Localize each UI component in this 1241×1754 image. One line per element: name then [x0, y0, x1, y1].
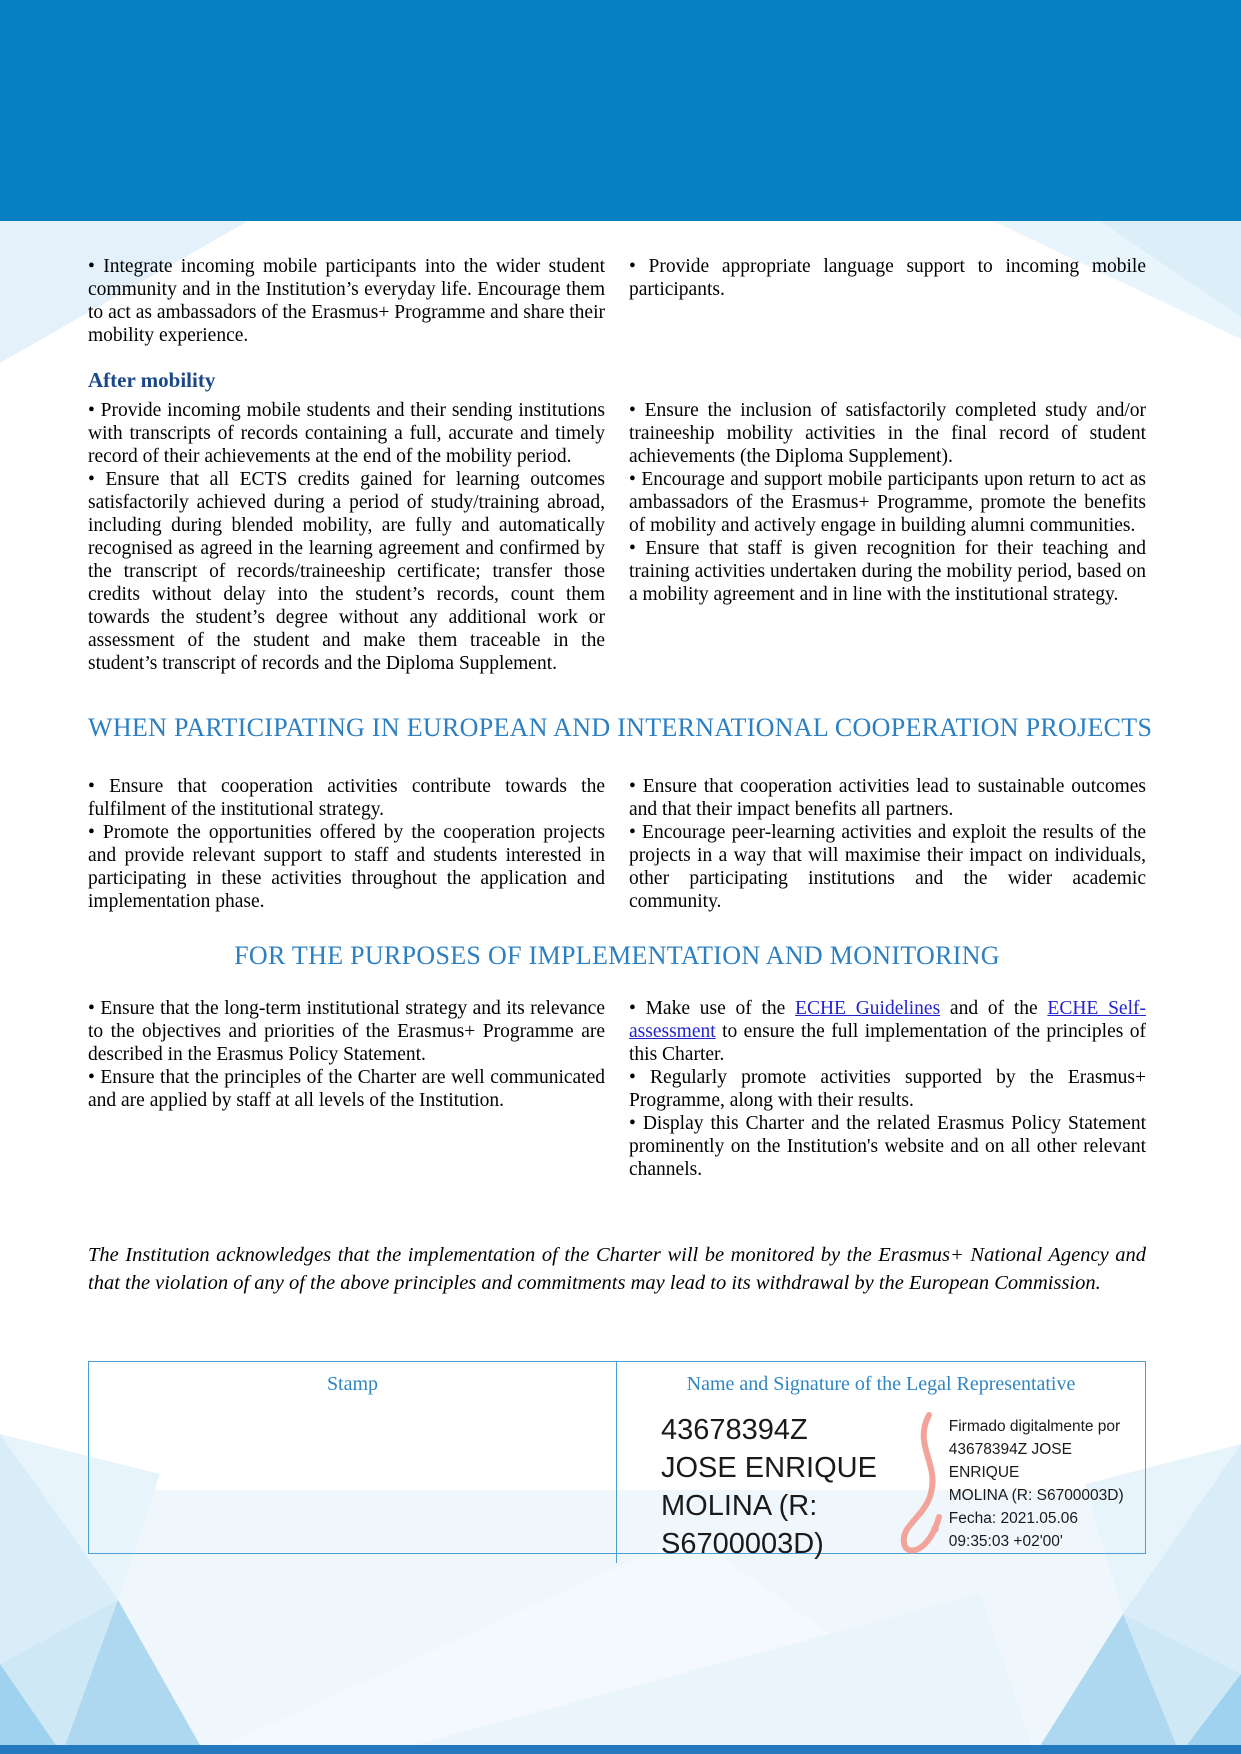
signature-detail-line: 09:35:03 +02'00' — [948, 1533, 1063, 1550]
bullet-ects-credits: • Ensure that all ECTS credits gained for learning outcomes satisfactorily achieved during a period of study/training abroad, including during blended mobility, are fully and automatically recognised as agreed in the learning agreement and confirmed by the transcript of records/traineeship certificate; transfer those credits without delay into the student’s records, count them towards the student’s degree without any additional work or assessment of the student and make them traceable in the student’s transcript of records and the Diploma Supplement. — [88, 468, 605, 675]
left-column — [88, 775, 605, 913]
legal-representative-column-header: Name and Signature of the Legal Representative — [686, 1373, 1076, 1395]
eche-guidelines-link[interactable]: ECHE Guidelines — [795, 998, 941, 1019]
implementation-monitoring-heading: FOR THE PURPOSES OF IMPLEMENTATION AND MONITORING — [234, 941, 1000, 970]
bullet-regularly-promote: • Regularly promote activities supported by the Erasmus+ Programme, along with their results. — [629, 1066, 1146, 1112]
bullet-cooperation-strategy: • Ensure that cooperation activities contribute towards the fulfilment of the institutional strategy. — [88, 775, 605, 821]
bullet-promote-opportunities: • Promote the opportunities offered by the cooperation projects and provide relevant support to staff and students interested in participating in these activities throughout the application and implementation phase. — [88, 821, 605, 913]
digital-signature-block — [617, 1397, 1145, 1563]
after-mobility-heading: After mobility — [88, 368, 216, 392]
bullet-peer-learning: • Encourage peer-learning activities and exploit the results of the projects in a way that will maximise their impact on individuals, other participating institutions and the wider academic community. — [629, 821, 1146, 913]
make-use-text-post: to ensure the full implementation of the principles of this Charter. — [629, 1021, 1146, 1065]
signature-detail-line: Fecha: 2021.05.06 — [948, 1510, 1079, 1527]
signature-details — [949, 1411, 1145, 1553]
after-mobility-columns — [88, 399, 1146, 675]
bullet-longterm-strategy: • Ensure that the long-term institutional strategy and its relevance to the objectives and priorities of the Erasmus+ Programme are described in the Erasmus Policy Statement. — [88, 997, 605, 1066]
make-use-text-mid: and of the — [940, 998, 1048, 1019]
footer-band — [0, 1745, 1241, 1754]
left-column — [88, 997, 605, 1112]
bullet-display-charter: • Display this Charter and the related Erasmus Policy Statement prominently on the Institution's website and on all other relevant channels. — [629, 1112, 1146, 1181]
mobility-top-columns — [88, 255, 1146, 347]
bullet-sustainable-outcomes: • Ensure that cooperation activities lead to sustainable outcomes and that their impact benefits all partners. — [629, 775, 1146, 821]
monitoring-acknowledgement: The Institution acknowledges that the implementation of the Charter will be monitored by the Erasmus+ National Agency and that the violation of any of the above principles and commitments may lead to its withdrawal by the European Commission. — [88, 1244, 1146, 1294]
stamp-cell — [89, 1362, 617, 1563]
legal-representative-cell — [617, 1362, 1145, 1563]
right-column — [629, 775, 1146, 913]
bullet-diploma-supplement: • Ensure the inclusion of satisfactorily completed study and/or traineeship mobility activities in the final record of student achievements (the Diploma Supplement). — [629, 399, 1146, 468]
left-column — [88, 255, 605, 347]
bullet-make-use-guidelines — [629, 997, 1146, 1066]
eche-self-assessment-link[interactable]: ECHE Self-assessment — [629, 998, 1146, 1042]
right-column — [629, 997, 1146, 1181]
implementation-columns — [88, 997, 1146, 1181]
adobe-acrobat-ribbon-icon — [895, 1411, 947, 1561]
bullet-staff-recognition: • Ensure that staff is given recognition for their teaching and training activities undertaken during the mobility period, based on a mobility agreement and in line with the institutional strategy. — [629, 537, 1146, 606]
cooperation-columns — [88, 775, 1146, 913]
signature-detail-line: MOLINA (R: S6700003D) — [948, 1487, 1124, 1504]
header-band — [0, 0, 1241, 221]
signature-detail-line: 43678394Z JOSE ENRIQUE — [948, 1441, 1072, 1481]
bullet-language-support: • Provide appropriate language support to incoming mobile participants. — [629, 255, 1146, 301]
signature-table — [88, 1361, 1146, 1560]
right-column — [629, 255, 1146, 301]
bullet-integrate-participants: • Integrate incoming mobile participants into the wider student community and in the Institution’s everyday life. Encourage them to act as ambassadors of the Erasmus+ Programme and share their mobility experience. — [88, 255, 605, 347]
signature-detail-line: Firmado digitalmente por — [948, 1418, 1121, 1435]
document-content — [88, 221, 1153, 1560]
bullet-charter-principles: • Ensure that the principles of the Charter are well communicated and are applied by staff at all levels of the Institution. — [88, 1066, 605, 1112]
bullet-transcripts: • Provide incoming mobile students and their sending institutions with transcripts of records containing a full, accurate and timely record of their achievements at the end of the mobility period. — [88, 399, 605, 468]
stamp-column-header: Stamp — [326, 1373, 379, 1395]
left-column — [88, 399, 605, 675]
bullet-alumni-communities: • Encourage and support mobile participants upon return to act as ambassadors of the Erasmus+ Programme, promote the benefits of mobility and actively engage in building alumni communities. — [629, 468, 1146, 537]
make-use-text-pre: Make use of the — [645, 998, 796, 1019]
cooperation-projects-heading: WHEN PARTICIPATING IN EUROPEAN AND INTERNATIONAL COOPERATION PROJECTS — [88, 713, 1153, 742]
right-column — [629, 399, 1146, 606]
signer-name: 43678394Z JOSE ENRIQUE MOLINA (R: S6700003D) — [661, 1414, 877, 1560]
